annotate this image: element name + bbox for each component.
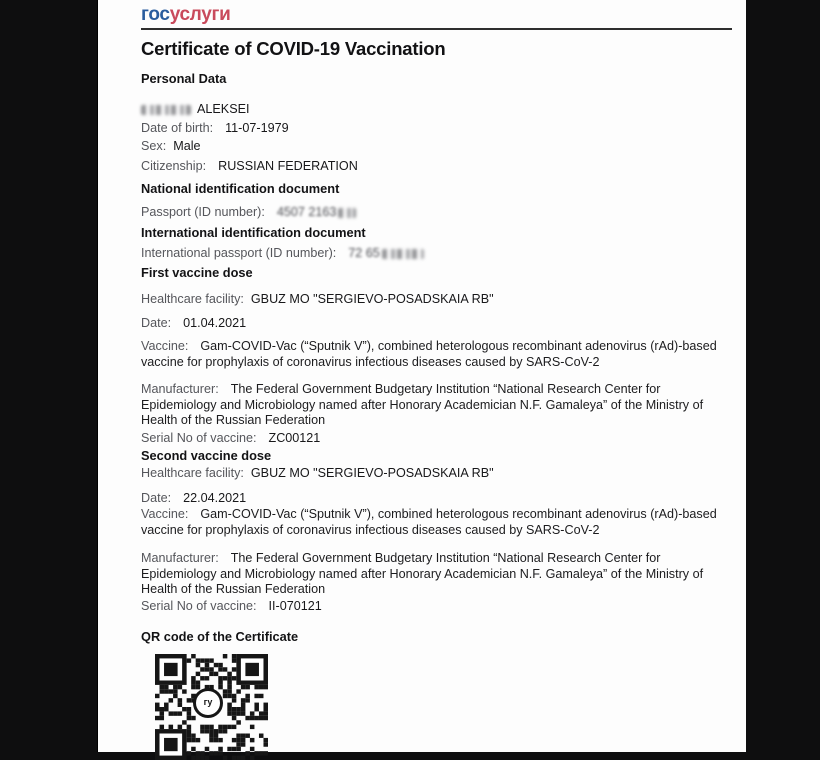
date-value-2: 22.04.2021 xyxy=(183,490,247,505)
intl-passport-value-redacted: 72 65 xyxy=(348,246,380,260)
section-international-id: International identification document xyxy=(141,225,366,240)
name-visible: ALEKSEI xyxy=(197,102,250,116)
logo-text-red: услуги xyxy=(169,4,231,25)
manufacturer-value-1: The Federal Government Budgetary Institution “National Research Center for Epidemiology and Microbiology named after Honorary Academician N.F. Gamaleya” of the Ministry of Health of the Russian Federation xyxy=(141,382,704,428)
serial-label-1: Serial No of vaccine: xyxy=(141,430,257,445)
serial-value-2: II-070121 xyxy=(268,598,322,613)
vaccine-value-2: Gam-COVID-Vac (“Sputnik V”), combined heterologous recombinant adenovirus (rAd)-based vaccine for prophylaxis of coronavirus infectious diseases caused by SARS-CoV-2 xyxy=(141,506,717,537)
facility-label-2: Healthcare facility: xyxy=(141,465,244,480)
vaccine-paragraph-2 xyxy=(141,507,735,538)
serial-value-1: ZC00121 xyxy=(268,430,321,445)
logo-text-blue: гос xyxy=(141,4,170,25)
section-personal-data: Personal Data xyxy=(141,71,227,86)
header-divider xyxy=(141,28,732,30)
qr-code xyxy=(155,654,268,760)
citizenship-row xyxy=(141,160,731,173)
dob-label: Date of birth: xyxy=(141,121,214,135)
certificate-document xyxy=(97,0,746,752)
vaccine-paragraph-1 xyxy=(141,339,735,370)
full-name-row xyxy=(141,103,731,116)
redacted-name-smudge xyxy=(141,105,191,115)
manufacturer-label-1: Manufacturer: xyxy=(141,382,219,397)
manufacturer-label-2: Manufacturer: xyxy=(141,551,219,566)
manufacturer-value-2: The Federal Government Budgetary Institution “National Research Center for Epidemiology and Microbiology named after Honorary Academician N.F. Gamaleya” of the Ministry of Health of the Russian Federation xyxy=(141,551,704,597)
date-label-2: Date: xyxy=(141,490,172,505)
section-qr-code: QR code of the Certificate xyxy=(141,628,299,644)
serial-row-2 xyxy=(141,600,731,613)
serial-label-2: Serial No of vaccine: xyxy=(141,598,257,613)
sex-row xyxy=(141,140,731,153)
passport-label: Passport (ID number): xyxy=(141,205,265,219)
gosuslugi-logo xyxy=(141,4,731,26)
section-first-dose: First vaccine dose xyxy=(141,265,253,280)
qr-logo-monogram: гу xyxy=(203,696,213,707)
manufacturer-paragraph-1 xyxy=(141,382,735,429)
manufacturer-paragraph-2 xyxy=(141,551,735,598)
facility-row-1 xyxy=(141,293,731,306)
intl-passport-smudge xyxy=(382,249,424,259)
sex-value: Male xyxy=(173,139,201,153)
date-row-1 xyxy=(141,317,731,330)
date-value-1: 01.04.2021 xyxy=(183,316,247,330)
dob-value: 11-07-1979 xyxy=(225,121,289,135)
passport-value-redacted: 4507 2163 xyxy=(276,205,337,219)
passport-smudge xyxy=(338,208,356,218)
section-second-dose: Second vaccine dose xyxy=(141,447,272,463)
vaccine-label-2: Vaccine: xyxy=(141,506,189,521)
vaccine-label-1: Vaccine: xyxy=(141,339,189,353)
dob-row xyxy=(141,122,731,135)
sex-label: Sex: xyxy=(141,139,167,153)
date-row-2 xyxy=(141,492,731,505)
passport-row xyxy=(141,206,731,219)
date-label-1: Date: xyxy=(141,316,172,330)
intl-passport-row xyxy=(141,247,731,260)
serial-row-1 xyxy=(141,432,731,445)
facility-value-2: GBUZ MO "SERGIEVO-POSADSKAIA RB" xyxy=(250,465,494,480)
citizenship-label: Citizenship: xyxy=(141,159,207,173)
citizenship-value: RUSSIAN FEDERATION xyxy=(218,159,358,173)
vaccine-value-1: Gam-COVID-Vac (“Sputnik V”), combined heterologous recombinant adenovirus (rAd)-based vaccine for prophylaxis of coronavirus infectious diseases caused by SARS-CoV-2 xyxy=(141,339,717,369)
facility-label-1: Healthcare facility: xyxy=(141,292,244,306)
intl-passport-label: International passport (ID number): xyxy=(141,246,337,260)
qr-center-logo-icon xyxy=(193,688,223,718)
section-national-id: National identification document xyxy=(141,181,340,196)
facility-value-1: GBUZ MO "SERGIEVO-POSADSKAIA RB" xyxy=(250,292,494,306)
facility-row-2 xyxy=(141,467,731,480)
page-title: Certificate of COVID-19 Vaccination xyxy=(141,38,446,59)
